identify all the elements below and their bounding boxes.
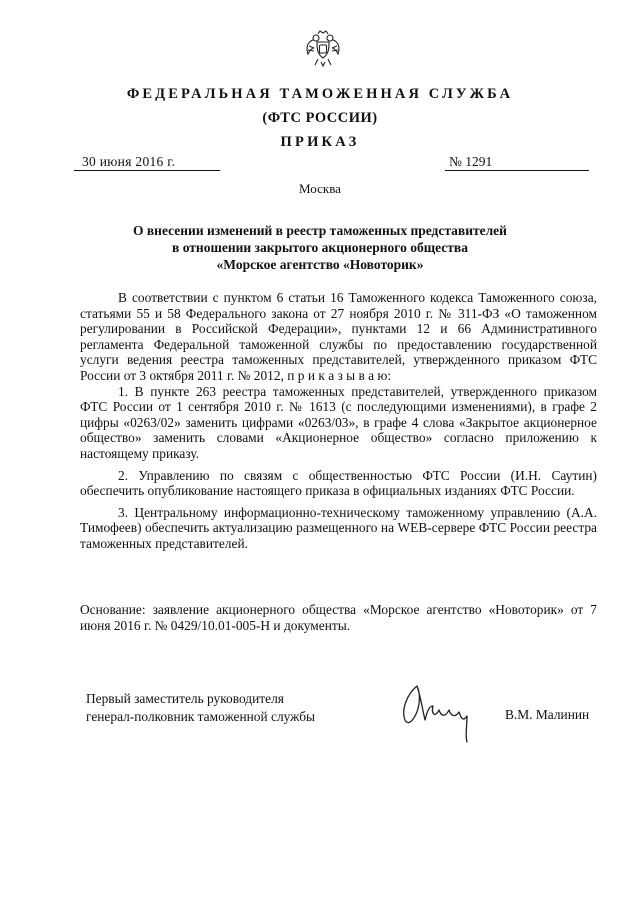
order-number: № 1291 bbox=[449, 154, 493, 169]
agency-name: ФЕДЕРАЛЬНАЯ ТАМОЖЕННАЯ СЛУЖБА bbox=[126, 86, 514, 102]
signer-position-line: Первый заместитель руководителя bbox=[86, 691, 284, 706]
document-title bbox=[0, 222, 640, 273]
order-item-2: 2. Управлению по связям с общественностью ФТС России (И.Н. Саутин) обеспечить опубликование настоящего приказа в официальных изданиях ФТС России. bbox=[80, 467, 597, 499]
preamble bbox=[80, 290, 597, 384]
city: Москва bbox=[299, 181, 341, 196]
document-body bbox=[80, 290, 597, 552]
title-line: «Морское агентство «Новоторик» bbox=[216, 257, 424, 272]
order-date: 30 июня 2016 г. bbox=[82, 154, 176, 169]
signer-position-line: генерал-полковник таможенной службы bbox=[86, 709, 316, 724]
title-line: в отношении закрытого акционерного общества bbox=[172, 240, 468, 255]
document-type: ПРИКАЗ bbox=[280, 134, 360, 150]
signer-position bbox=[86, 690, 315, 726]
basis-note: Основание: заявление акционерного общества «Морское агентство «Новоторик» от 7 июня 2016 г. № 0429/10.01-005-Н и документы. bbox=[80, 602, 597, 633]
signer-name: В.М. Малинин bbox=[505, 707, 590, 722]
preamble-text: В соответствии с пунктом 6 статьи 16 Таможенного кодекса Таможенного союза, статьями 55 и 58 Федерального закона от 27 ноября 2010 г. № 311-ФЗ «О таможенном регулировании в Российской Федерации», пунктами 12 и 66 Административного регламента Федеральной таможенной службы по предоставлению государственной услуги ведения реестра таможенных представителей, утвержденного приказом ФТС России от 3 октября 2011 г. № 2012, bbox=[80, 290, 597, 383]
order-directive: п р и к а з ы в а ю: bbox=[287, 367, 392, 383]
order-item-3: 3. Центральному информационно-техническому таможенному управлению (А.А. Тимофеев) обеспечить актуализацию размещенного на WEB-сервере ФТС России реестра таможенных представителей. bbox=[80, 504, 597, 551]
order-item-1: 1. В пункте 263 реестра таможенных представителей, утвержденного приказом ФТС России от 1 сентября 2010 г. № 1613 (с последующими изменениями), в графе 2 цифры «0263/02» заменить цифрами «0263/03», в графе 4 слова «Закрытое акционерное общество» заменить словами «Акционерное общество» согласно приложению к настоящему приказу. bbox=[80, 383, 597, 461]
title-line: О внесении изменений в реестр таможенных представителей bbox=[133, 223, 507, 238]
coat-of-arms-icon bbox=[305, 28, 341, 72]
order-date-field bbox=[74, 152, 220, 171]
order-number-field bbox=[445, 152, 589, 171]
agency-short-name: (ФТС РОССИИ) bbox=[262, 110, 378, 126]
signature-icon bbox=[395, 676, 485, 748]
